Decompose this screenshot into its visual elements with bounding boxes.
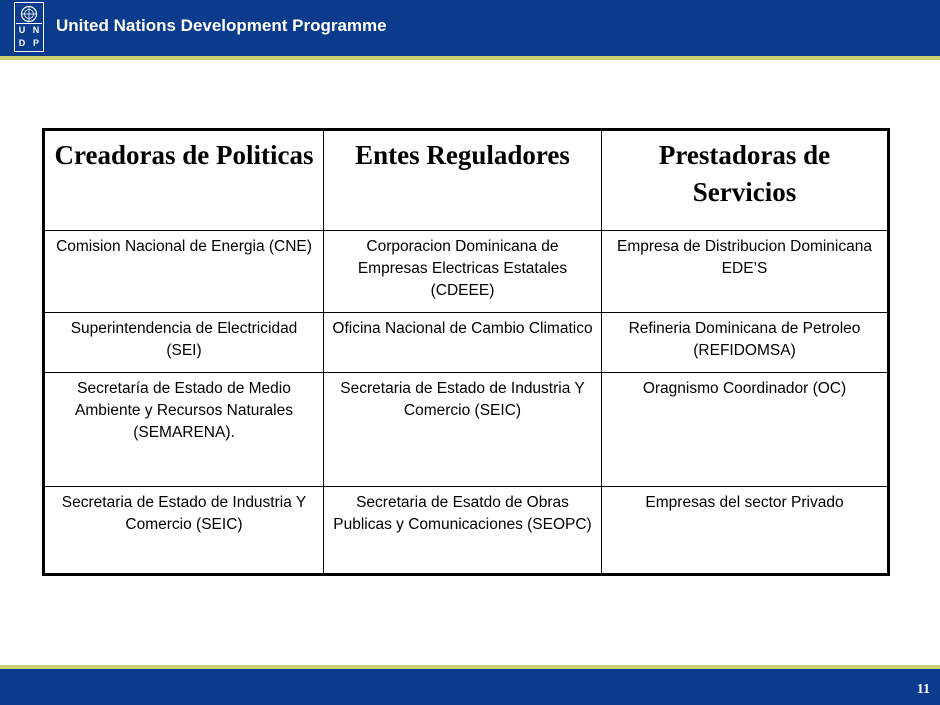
table-row bbox=[44, 487, 889, 575]
footer-bar bbox=[0, 669, 940, 705]
table-cell: Empresas del sector Privado bbox=[602, 487, 889, 575]
table-row bbox=[44, 313, 889, 373]
column-header-prestadoras: Prestadoras de Servicios bbox=[602, 130, 889, 231]
table-cell: Oficina Nacional de Cambio Climatico bbox=[324, 313, 602, 373]
institutions-table bbox=[42, 128, 890, 576]
column-header-entes: Entes Reguladores bbox=[324, 130, 602, 231]
table-cell: Secretaria de Estado de Industria Y Comercio (SEIC) bbox=[324, 373, 602, 487]
page-number: 11 bbox=[916, 682, 930, 697]
logo-letter-p: P bbox=[32, 38, 39, 48]
header-accent-line bbox=[0, 56, 940, 60]
table-cell: Empresa de Distribucion Dominicana EDE’S bbox=[602, 231, 889, 313]
table-header-row bbox=[44, 130, 889, 231]
undp-logo bbox=[14, 2, 44, 52]
un-emblem-icon bbox=[16, 4, 42, 24]
table-cell: Secretaría de Estado de Medio Ambiente y Recursos Naturales (SEMARENA). bbox=[44, 373, 324, 487]
table-cell: Superintendencia de Electricidad (SEI) bbox=[44, 313, 324, 373]
logo-letter-d: D bbox=[18, 38, 26, 48]
table-cell: Secretaria de Esatdo de Obras Publicas y Comunicaciones (SEOPC) bbox=[324, 487, 602, 575]
logo-letter-u: U bbox=[18, 25, 26, 35]
column-header-creadoras: Creadoras de Politicas bbox=[44, 130, 324, 231]
table-cell: Refineria Dominicana de Petroleo (REFIDOMSA) bbox=[602, 313, 889, 373]
table-cell: Oragnismo Coordinador (OC) bbox=[602, 373, 889, 487]
table-row bbox=[44, 231, 889, 313]
logo-letter-n: N bbox=[32, 25, 40, 35]
organization-name: United Nations Development Programme bbox=[56, 16, 387, 35]
table-cell: Secretaria de Estado de Industria Y Comercio (SEIC) bbox=[44, 487, 324, 575]
table-row bbox=[44, 373, 889, 487]
table-cell: Comision Nacional de Energia (CNE) bbox=[44, 231, 324, 313]
table-cell: Corporacion Dominicana de Empresas Electricas Estatales (CDEEE) bbox=[324, 231, 602, 313]
